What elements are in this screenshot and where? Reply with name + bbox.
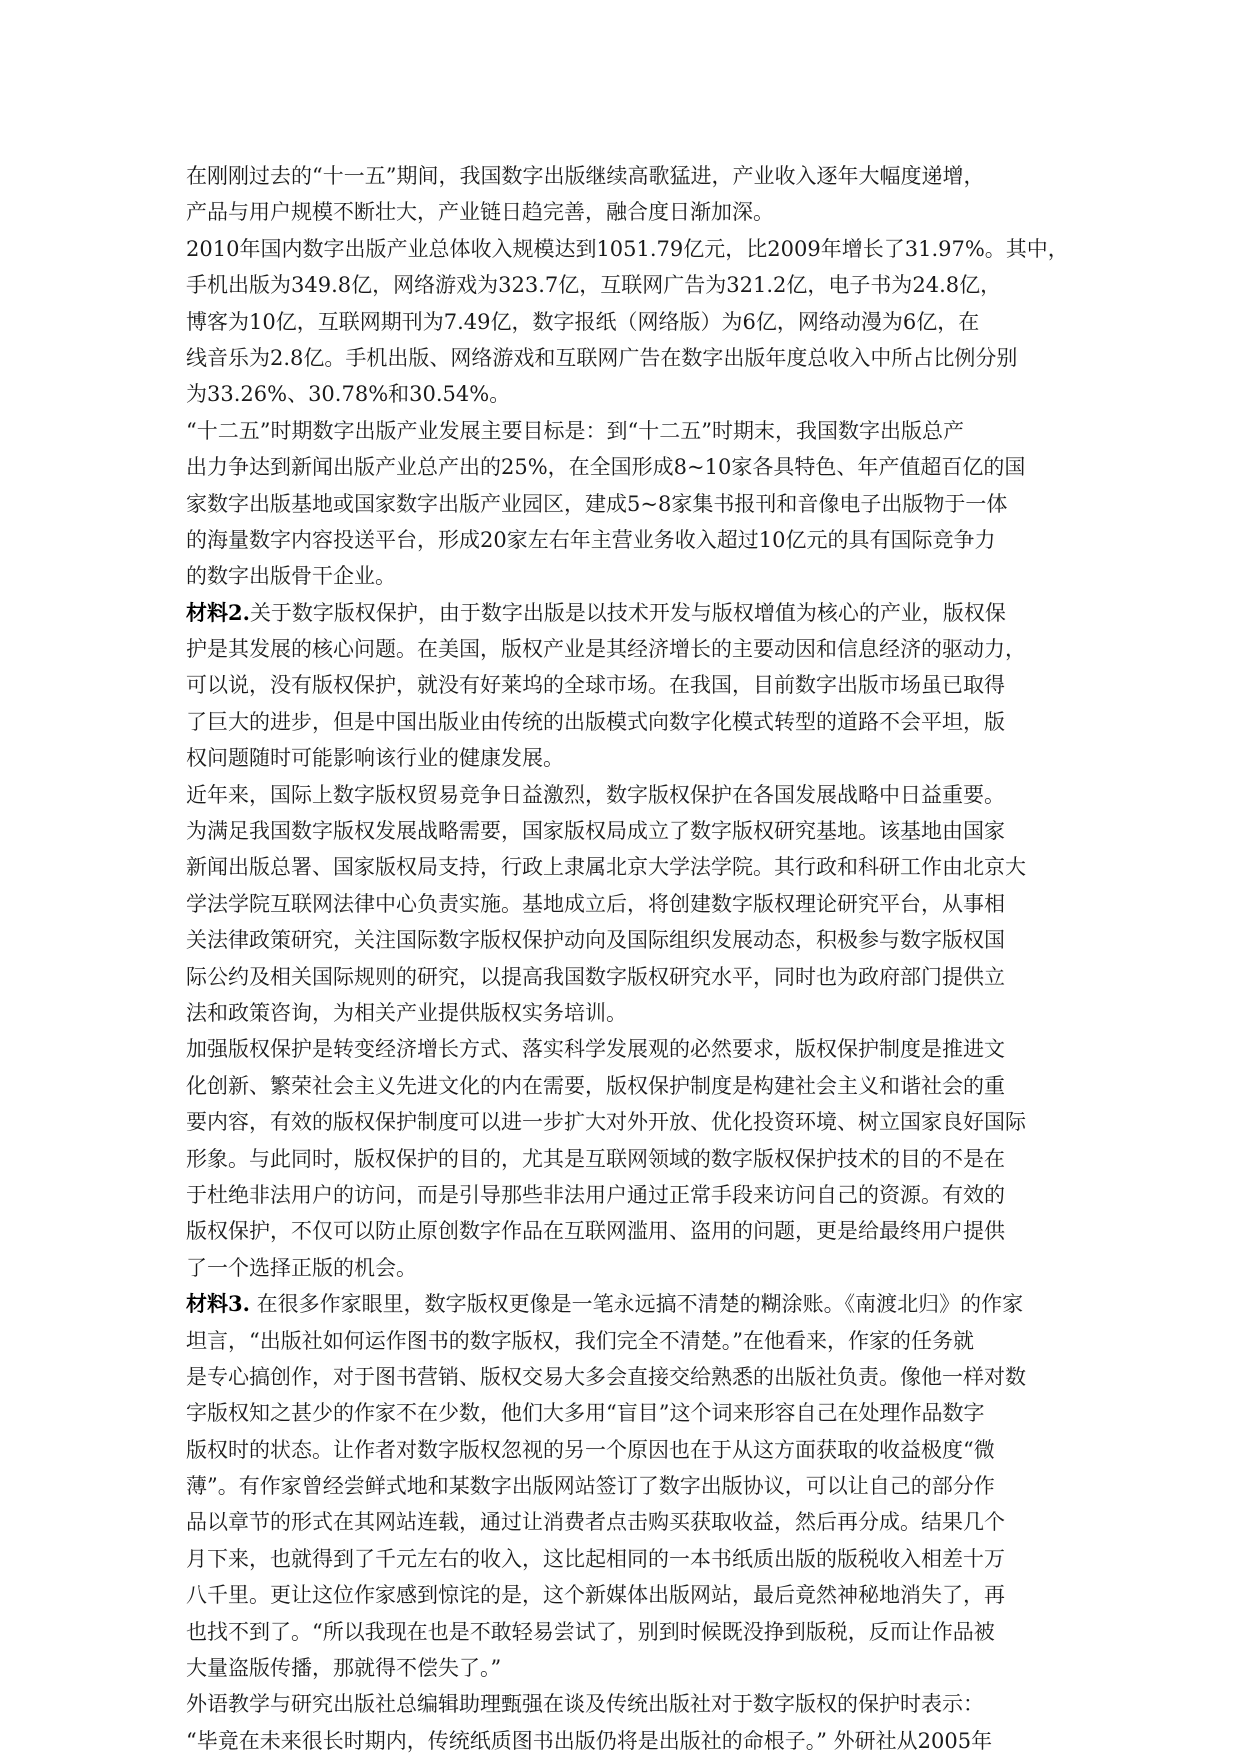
paragraph bbox=[186, 1686, 1058, 1759]
text-line bbox=[186, 667, 1058, 703]
paragraph bbox=[186, 595, 1058, 777]
line-text: 家数字出版基地或国家数字出版产业园区，建成5~8家集书报刊和音像电子出版物于一体 bbox=[186, 491, 1008, 516]
text-line bbox=[186, 231, 1069, 267]
text-line bbox=[186, 1323, 1058, 1359]
line-text: 品以章节的形式在其网站连载，通过让消费者点击购买获取收益，然后再分成。结果几个 bbox=[186, 1510, 1005, 1535]
text-line bbox=[186, 304, 1058, 340]
line-text: 为满足我国数字版权发展战略需要，国家版权局成立了数字版权研究基地。该基地由国家 bbox=[186, 819, 1005, 844]
text-line bbox=[186, 849, 1058, 885]
line-text: 护是其发展的核心问题。在美国，版权产业是其经济增长的主要动因和信息经济的驱动力， bbox=[186, 637, 1026, 662]
text-line bbox=[186, 1541, 1058, 1577]
text-line bbox=[186, 449, 1058, 485]
paragraph bbox=[186, 231, 1069, 413]
text-line bbox=[186, 413, 1058, 449]
text-line bbox=[186, 1286, 1058, 1322]
paragraph bbox=[186, 1031, 1058, 1286]
line-text: 月下来，也就得到了千元左右的收入，这比起相同的一本书纸质出版的版税收入相差十万 bbox=[186, 1546, 1005, 1571]
line-text: 新闻出版总署、国家版权局支持，行政上隶属北京大学法学院。其行政和科研工作由北京大 bbox=[186, 855, 1026, 880]
line-text: 学法学院互联网法律中心负责实施。基地成立后，将创建数字版权理论研究平台，从事相 bbox=[186, 891, 1005, 916]
line-text: 为33.26%、30.78%和30.54%。 bbox=[186, 382, 511, 407]
line-text: 权问题随时可能影响该行业的健康发展。 bbox=[186, 746, 564, 771]
text-line bbox=[186, 267, 1058, 303]
line-text: 了一个选择正版的机会。 bbox=[186, 1255, 417, 1280]
line-text: 2010年国内数字出版产业总体收入规模达到1051.79亿元，比2009年增长了31.97%。其中， bbox=[186, 236, 1069, 261]
line-text: 外语教学与研究出版社总编辑助理甄强在谈及传统出版社对于数字版权的保护时表示： bbox=[186, 1692, 984, 1717]
material-label: 材料2. bbox=[186, 599, 250, 625]
line-text: 了巨大的进步，但是中国出版业由传统的出版模式向数字化模式转型的道路不会平坦，版 bbox=[186, 709, 1005, 734]
text-line bbox=[186, 959, 1058, 995]
line-text: 的海量数字内容投送平台，形成20家左右年主营业务收入超过10亿元的具有国际竞争力 bbox=[186, 527, 996, 552]
text-line bbox=[186, 1432, 1058, 1468]
line-text: 产品与用户规模不断壮大，产业链日趋完善，融合度日渐加深。 bbox=[186, 200, 774, 225]
line-text: 关于数字版权保护，由于数字出版是以技术开发与版权增值为核心的产业，版权保 bbox=[249, 600, 1006, 625]
line-text: 可以说，没有版权保护，就没有好莱坞的全球市场。在我国，目前数字出版市场虽已取得 bbox=[186, 673, 1005, 698]
paragraph bbox=[186, 158, 1058, 231]
text-line bbox=[186, 1577, 1058, 1613]
text-line bbox=[186, 886, 1058, 922]
line-text: 版权时的状态。让作者对数字版权忽视的另一个原因也在于从这方面获取的收益极度“微 bbox=[186, 1437, 995, 1462]
line-text: 也找不到了。“所以我现在也是不敢轻易尝试了，别到时候既没挣到版税，反而让作品被 bbox=[186, 1619, 995, 1644]
material-label: 材料3. bbox=[186, 1291, 250, 1317]
text-line bbox=[186, 595, 1058, 631]
text-line bbox=[186, 777, 1058, 813]
text-line bbox=[186, 1614, 1058, 1650]
text-line bbox=[186, 486, 1058, 522]
line-text: 形象。与此同时，版权保护的目的，尤其是互联网领域的数字版权保护技术的目的不是在 bbox=[186, 1146, 1005, 1171]
text-line bbox=[186, 558, 1058, 594]
text-line bbox=[186, 631, 1058, 667]
text-line bbox=[186, 340, 1058, 376]
line-text: 版权保护，不仅可以防止原创数字作品在互联网滥用、盗用的问题，更是给最终用户提供 bbox=[186, 1219, 1005, 1244]
line-text: 线音乐为2.8亿。手机出版、网络游戏和互联网广告在数字出版年度总收入中所占比例分别 bbox=[186, 345, 1018, 370]
text-line bbox=[186, 1177, 1058, 1213]
line-text: 法和政策咨询，为相关产业提供版权实务培训。 bbox=[186, 1000, 627, 1025]
text-line bbox=[186, 1104, 1058, 1140]
text-line bbox=[186, 1141, 1058, 1177]
text-line bbox=[186, 1686, 1058, 1722]
document-body bbox=[186, 158, 1069, 1759]
text-line bbox=[186, 376, 1058, 412]
line-text: 化创新、繁荣社会主义先进文化的内在需要，版权保护制度是构建社会主义和谐社会的重 bbox=[186, 1073, 1005, 1098]
text-line bbox=[186, 1068, 1058, 1104]
text-line bbox=[186, 740, 1058, 776]
text-line bbox=[186, 813, 1058, 849]
text-line bbox=[186, 1650, 1058, 1686]
line-text: 八千里。更让这位作家感到惊诧的是，这个新媒体出版网站，最后竟然神秘地消失了，再 bbox=[186, 1583, 1005, 1608]
text-line bbox=[186, 522, 1058, 558]
line-text: “十二五”时期数字出版产业发展主要目标是：到“十二五”时期末，我国数字出版总产 bbox=[186, 418, 964, 443]
line-text: 手机出版为349.8亿，网络游戏为323.7亿，互联网广告为321.2亿，电子书为24.8亿， bbox=[186, 273, 1002, 298]
text-line bbox=[186, 1213, 1058, 1249]
line-text: 要内容，有效的版权保护制度可以进一步扩大对外开放、优化投资环境、树立国家良好国际 bbox=[186, 1110, 1026, 1135]
line-text: 的数字出版骨干企业。 bbox=[186, 564, 396, 589]
text-line bbox=[186, 704, 1058, 740]
text-line bbox=[186, 158, 1058, 194]
text-line bbox=[186, 194, 1058, 230]
line-text: 在很多作家眼里，数字版权更像是一笔永远搞不清楚的糊涂账。《南渡北归》的作家 bbox=[249, 1292, 1024, 1317]
text-line bbox=[186, 1250, 1058, 1286]
line-text: 薄”。有作家曾经尝鲜式地和某数字出版网站签订了数字出版协议，可以让自己的部分作 bbox=[186, 1474, 995, 1499]
text-line bbox=[186, 1395, 1058, 1431]
paragraph bbox=[186, 413, 1058, 595]
line-text: 博客为10亿，互联网期刊为7.49亿，数字报纸（网络版）为6亿，网络动漫为6亿，在 bbox=[186, 309, 980, 334]
line-text: 近年来，国际上数字版权贸易竞争日益激烈，数字版权保护在各国发展战略中日益重要。 bbox=[186, 782, 1005, 807]
text-line bbox=[186, 1468, 1058, 1504]
text-line bbox=[186, 922, 1058, 958]
line-text: “毕竟在未来很长时期内，传统纸质图书出版仍将是出版社的命根子。” 外研社从2005年 bbox=[186, 1728, 993, 1753]
text-line bbox=[186, 1504, 1058, 1540]
text-line bbox=[186, 1031, 1058, 1067]
line-text: 关法律政策研究，关注国际数字版权保护动向及国际组织发展动态，积极参与数字版权国 bbox=[186, 928, 1005, 953]
paragraph bbox=[186, 777, 1058, 1032]
line-text: 是专心搞创作，对于图书营销、版权交易大多会直接交给熟悉的出版社负责。像他一样对数 bbox=[186, 1364, 1026, 1389]
text-line bbox=[186, 1359, 1058, 1395]
line-text: 于杜绝非法用户的访问，而是引导那些非法用户通过正常手段来访问自己的资源。有效的 bbox=[186, 1182, 1005, 1207]
line-text: 出力争达到新闻出版产业总产出的25%，在全国形成8~10家各具特色、年产值超百亿的国 bbox=[186, 455, 1026, 480]
line-text: 在刚刚过去的“十一五”期间，我国数字出版继续高歌猛进，产业收入逐年大幅度递增， bbox=[186, 164, 985, 188]
text-line bbox=[186, 995, 1058, 1031]
line-text: 字版权知之甚少的作家不在少数，他们大多用“盲目”这个词来形容自己在处理作品数字 bbox=[186, 1401, 985, 1426]
line-text: 大量盗版传播，那就得不偿失了。” bbox=[186, 1656, 502, 1681]
paragraph bbox=[186, 1286, 1058, 1686]
line-text: 加强版权保护是转变经济增长方式、落实科学发展观的必然要求，版权保护制度是推进文 bbox=[186, 1037, 1005, 1062]
line-text: 坦言，“出版社如何运作图书的数字版权，我们完全不清楚。”在他看来，作家的任务就 bbox=[186, 1328, 974, 1353]
line-text: 际公约及相关国际规则的研究，以提高我国数字版权研究水平，同时也为政府部门提供立 bbox=[186, 964, 1005, 989]
